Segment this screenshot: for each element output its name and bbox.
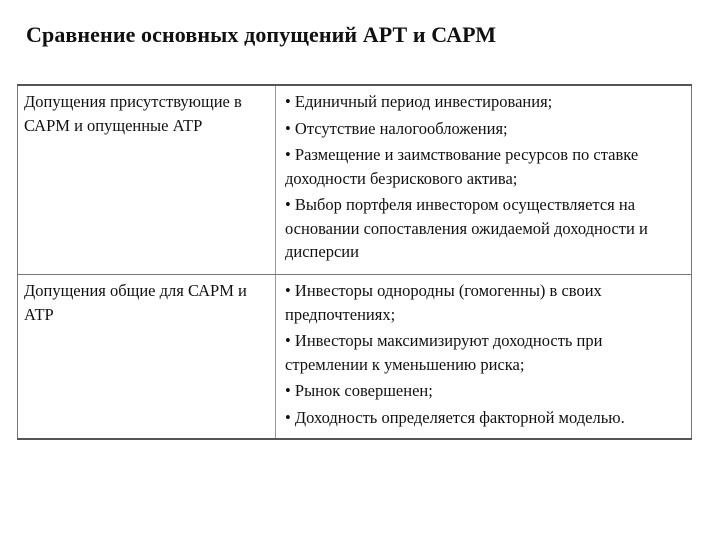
assumptions-list-cell [276, 275, 692, 440]
page-title: Сравнение основных допущений АРТ и САРМ [26, 22, 497, 47]
table-row [18, 85, 692, 275]
list-item: • Отсутствие налогообложения; [285, 118, 508, 138]
row-header-text: Допущения присутствующие в САРМ и опущенные АТР [24, 92, 242, 135]
list-item: • Рынок совершенен; [285, 381, 433, 400]
row-header-text: Допущения общие для САРМ и АТР [24, 281, 247, 324]
list-item: • Инвесторы максимизируют доходность при стремлении к уменьшению риска; [285, 331, 603, 374]
list-item: • Доходность определяется факторной моделью. [285, 407, 625, 427]
list-item: • Единичный период инвестирования; [285, 92, 553, 111]
assumptions-table [17, 84, 692, 440]
row-header-cell [18, 85, 276, 275]
list-item: • Инвесторы однородны (гомогенны) в своих предпочтениях; [285, 281, 602, 324]
row-header-cell [18, 275, 276, 440]
table-row [18, 275, 692, 440]
list-item: • Выбор портфеля инвестором осуществляется на основании сопоставления ожидаемой доходности и дисперсии [285, 195, 648, 261]
list-item: • Размещение и заимствование ресурсов по ставке доходности безрискового актива; [285, 145, 639, 188]
assumptions-list-cell [276, 85, 692, 275]
